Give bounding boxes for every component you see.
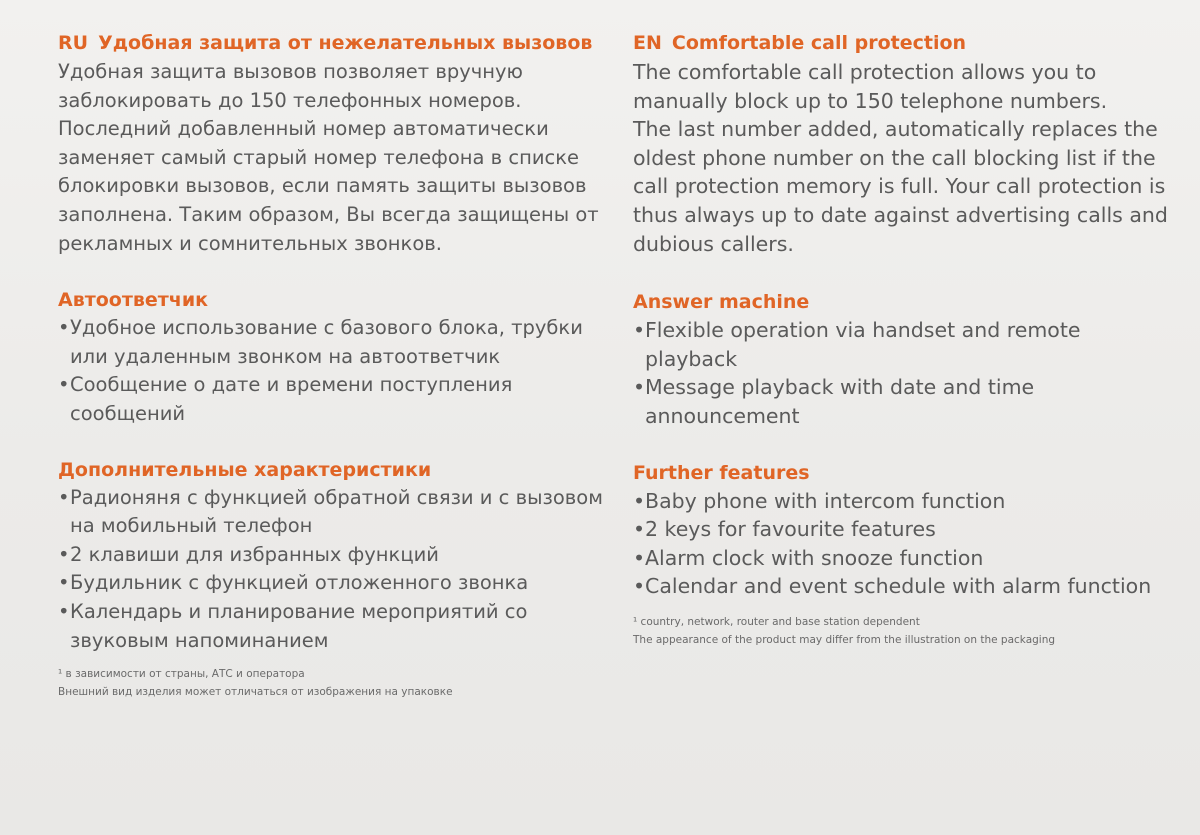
list-item: • Календарь и планирование мероприятий со звуковым напоминанием	[58, 598, 618, 655]
ru-paragraph-2: Последний добавленный номер автоматически заменяет самый старый номер телефона в списке блокировки вызовов, если память защиты вызовов заполнена. Таким образом, Вы всегда защищены от рекламных и сомнительных звонков.	[58, 117, 599, 255]
en-paragraph-2: The last number added, automatically replaces the oldest phone number on the call blocking list if the call protection memory is full. Your call protection is thus always up to date against advertising calls and dubious callers.	[633, 117, 1168, 256]
list-item: • Сообщение о дате и времени поступления сообщений	[58, 371, 618, 428]
ru-answer-machine-list	[58, 314, 618, 428]
list-item: • 2 keys for favourite features	[633, 515, 1173, 544]
list-item: • Alarm clock with snooze function	[633, 544, 1173, 573]
list-item: • 2 клавиши для избранных функций	[58, 541, 618, 570]
en-footnotes	[633, 613, 1173, 649]
en-further-features-heading: Further features	[633, 461, 810, 484]
en-paragraph-1: The comfortable call protection allows you to manually block up to 150 telephone numbers.	[633, 60, 1108, 113]
ru-footnotes	[58, 665, 618, 701]
ru-paragraph-1: Удобная защита вызовов позволяет вручную заблокировать до 150 телефонных номеров.	[58, 60, 523, 112]
ru-answer-machine-heading: Автоответчик	[58, 289, 209, 312]
ru-footnote-2: Внешний вид изделия может отличаться от изображения на упаковке	[58, 686, 453, 699]
list-item: • Calendar and event schedule with alarm function	[633, 572, 1173, 601]
en-language-code: EN	[633, 32, 662, 54]
ru-further-features-list	[58, 484, 618, 656]
ru-heading-text: Удобная защита от нежелательных вызовов	[98, 32, 593, 54]
en-heading-text: Comfortable call protection	[671, 32, 967, 54]
ru-language-code: RU	[58, 32, 89, 54]
ru-footnote-1: ¹ в зависимости от страны, АТС и оператора	[58, 668, 305, 681]
list-item: • Удобное использование с базового блока, трубки или удаленным звонком на автоответчик	[58, 314, 618, 371]
ru-further-features-heading: Дополнительные характеристики	[58, 458, 432, 481]
en-further-features-list	[633, 487, 1173, 601]
list-item: • Message playback with date and time announcement	[633, 373, 1173, 430]
en-answer-machine-heading: Answer machine	[633, 291, 810, 314]
list-item: • Радионяня с функцией обратной связи и с вызовом на мобильный телефон	[58, 484, 618, 541]
list-item: • Будильник с функцией отложенного звонка	[58, 569, 618, 598]
en-footnote-2: The appearance of the product may differ from the illustration on the packaging	[633, 633, 1056, 646]
en-answer-machine-list	[633, 316, 1173, 430]
ru-heading	[58, 28, 618, 58]
en-heading	[633, 28, 1173, 58]
english-column	[633, 28, 1173, 649]
list-item: • Flexible operation via handset and remote playback	[633, 316, 1173, 373]
list-item: • Baby phone with intercom function	[633, 487, 1173, 516]
russian-column	[58, 28, 618, 701]
en-footnote-1: ¹ country, network, router and base station dependent	[633, 615, 920, 628]
